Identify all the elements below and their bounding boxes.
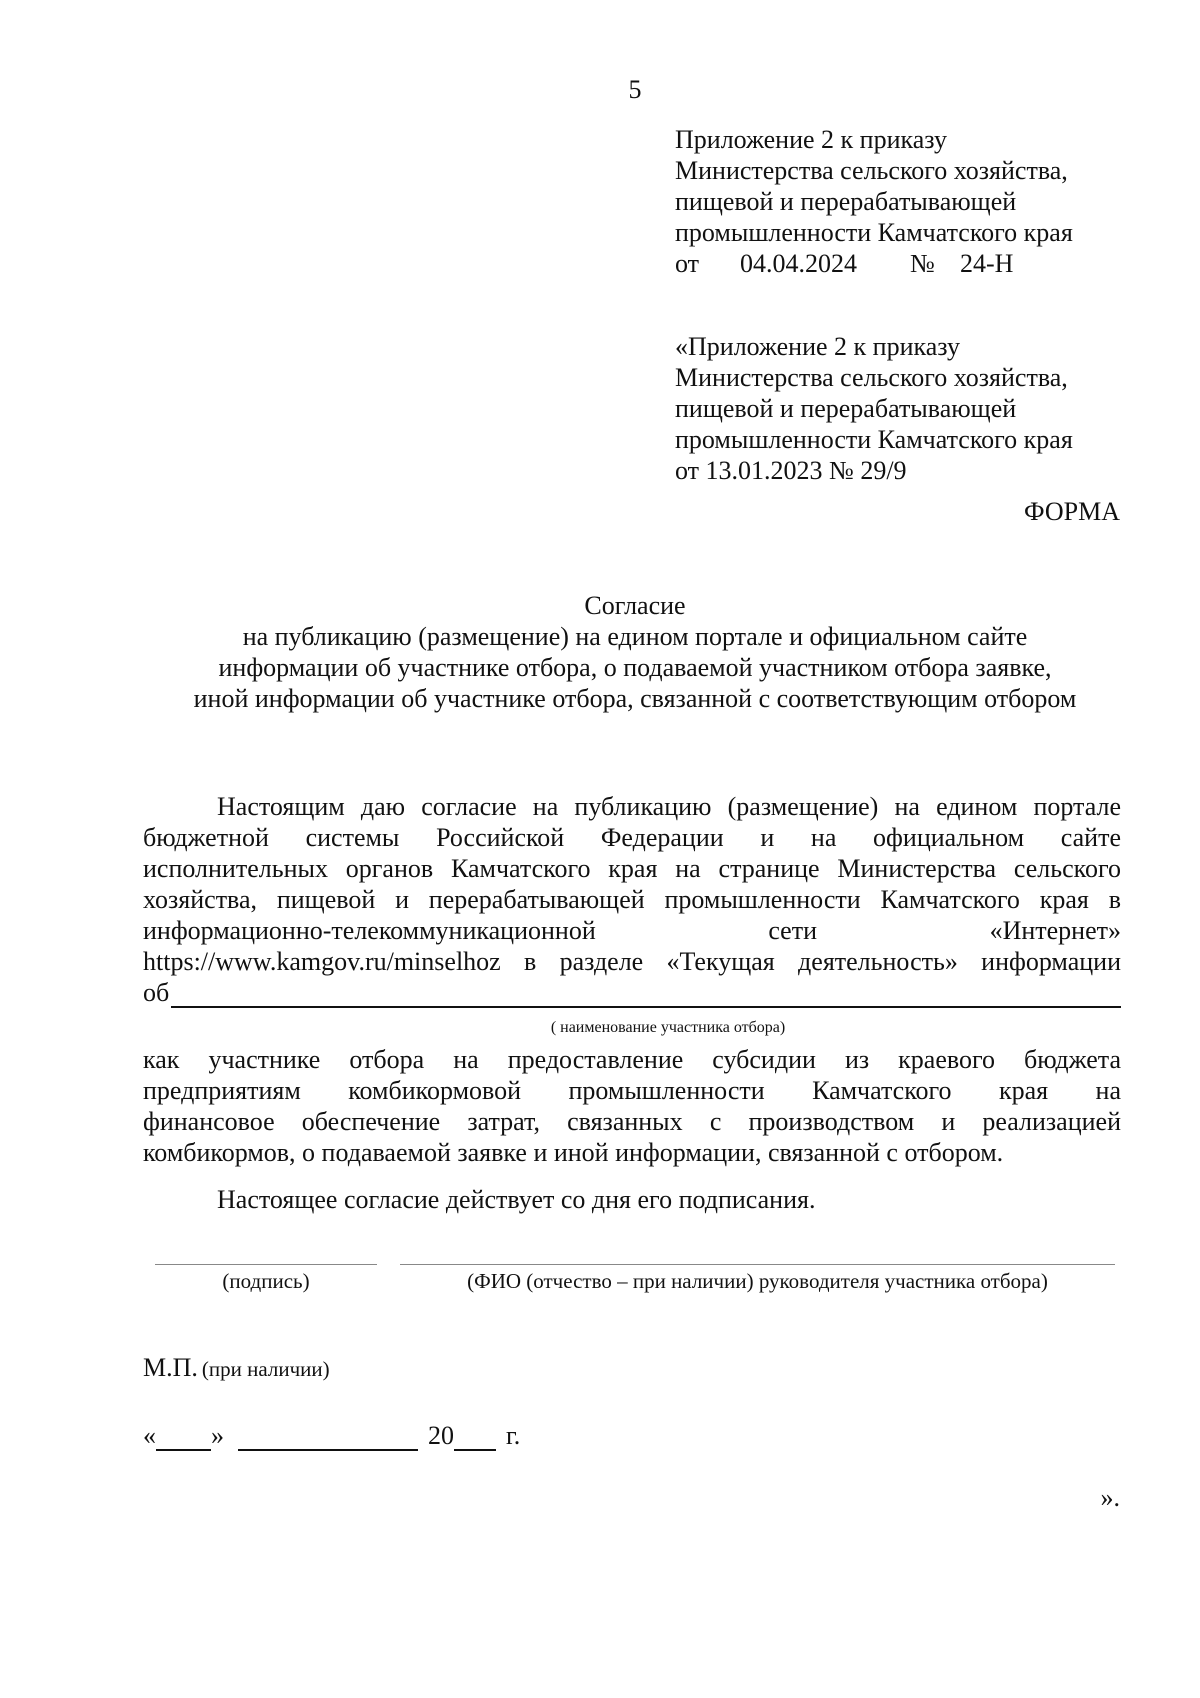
date-field — [143, 1420, 520, 1451]
document-title — [60, 590, 1200, 714]
participant-name-caption: ( наименование участника отбора) — [550, 1019, 786, 1036]
closing-mark: ». — [1100, 1483, 1120, 1512]
page-number: 5 — [628, 75, 642, 104]
order-date: 04.04.2024 — [740, 249, 857, 278]
seal-placeholder — [143, 1353, 330, 1383]
paragraph-line: финансовое обеспечение затрат, связанных с производством и реализацией — [143, 1107, 1121, 1136]
paragraph-line: хозяйства, пищевой и перерабатывающей промышленности Камчатского края в — [143, 885, 1121, 914]
paragraph-line: бюджетной системы Российской Федерации и на официальном сайте — [143, 823, 1121, 852]
annex-line: Приложение 2 к приказу — [675, 125, 948, 154]
paragraph-line: исполнительных органов Камчатского края на странице Министерства сельского — [143, 854, 1121, 883]
paragraph-line: информационно-телекоммуникационной сети «Интернет» — [143, 916, 1121, 945]
annex-line: от 13.01.2023 № 29/9 — [675, 456, 907, 485]
annex-line: пищевой и перерабатывающей — [675, 187, 1017, 216]
number-sign: № — [910, 249, 935, 278]
date-prefix: от — [675, 249, 700, 278]
paragraph-2 — [143, 1044, 1121, 1137]
seal-label: М.П. — [143, 1353, 198, 1382]
name-blank[interactable] — [400, 1264, 1115, 1265]
name-caption: (ФИО (отчество – при наличии) руководителя участника отбора) — [467, 1269, 1048, 1293]
paragraph-line: как участнике отбора на предоставление субсидии из краевого бюджета — [143, 1045, 1121, 1074]
participant-name-blank[interactable] — [171, 979, 1121, 1008]
title-line: информации об участнике отбора, о подаваемой участником отбора заявке, — [218, 653, 1052, 682]
participant-name-field[interactable] — [143, 977, 1121, 1008]
paragraph-2-last-line: комбикормов, о подаваемой заявке и иной информации, связанной с отбором. — [143, 1138, 1004, 1167]
forma-label: ФОРМА — [1024, 497, 1120, 526]
annex-header-current — [675, 124, 1135, 279]
order-number: 24-Н — [960, 249, 1014, 278]
annex-line: промышленности Камчатского края — [675, 218, 1073, 247]
seal-note: (при наличии) — [201, 1357, 330, 1381]
open-quote: « — [143, 1421, 156, 1450]
annex-line: Министерства сельского хозяйства, — [675, 363, 1068, 392]
signature-blank[interactable] — [155, 1264, 377, 1265]
title-line: Согласие — [584, 591, 686, 620]
paragraph-line: https://www.kamgov.ru/minselhoz в разделе «Текущая деятельность» информации — [143, 947, 1121, 976]
paragraph-1 — [143, 822, 1121, 977]
paragraph-3: Настоящее согласие действует со дня его подписания. — [217, 1185, 816, 1214]
annex-line: Министерства сельского хозяйства, — [675, 156, 1068, 185]
ob-prefix: об — [143, 978, 170, 1007]
year-blank[interactable] — [454, 1423, 496, 1451]
paragraph-line: предприятиям комбикормовой промышленности Камчатского края на — [143, 1076, 1121, 1105]
annex-line: промышленности Камчатского края — [675, 425, 1073, 454]
signature-caption: (подпись) — [222, 1269, 310, 1293]
title-line: на публикацию (размещение) на едином портале и официальном сайте — [242, 622, 1028, 651]
paragraph-1-first-line: Настоящим даю согласие на публикацию (размещение) на едином портале — [217, 792, 1121, 821]
annex-line: «Приложение 2 к приказу — [675, 332, 961, 361]
annex-line: пищевой и перерабатывающей — [675, 394, 1017, 423]
year-suffix: г. — [506, 1421, 521, 1450]
close-quote: » — [211, 1421, 224, 1450]
day-blank[interactable] — [156, 1423, 211, 1451]
annex-header-original — [675, 331, 1135, 486]
month-blank[interactable] — [238, 1423, 418, 1451]
year-prefix: 20 — [428, 1421, 454, 1450]
order-date-row — [675, 248, 1135, 279]
title-line: иной информации об участнике отбора, связанной с соответствующим отбором — [193, 684, 1077, 713]
